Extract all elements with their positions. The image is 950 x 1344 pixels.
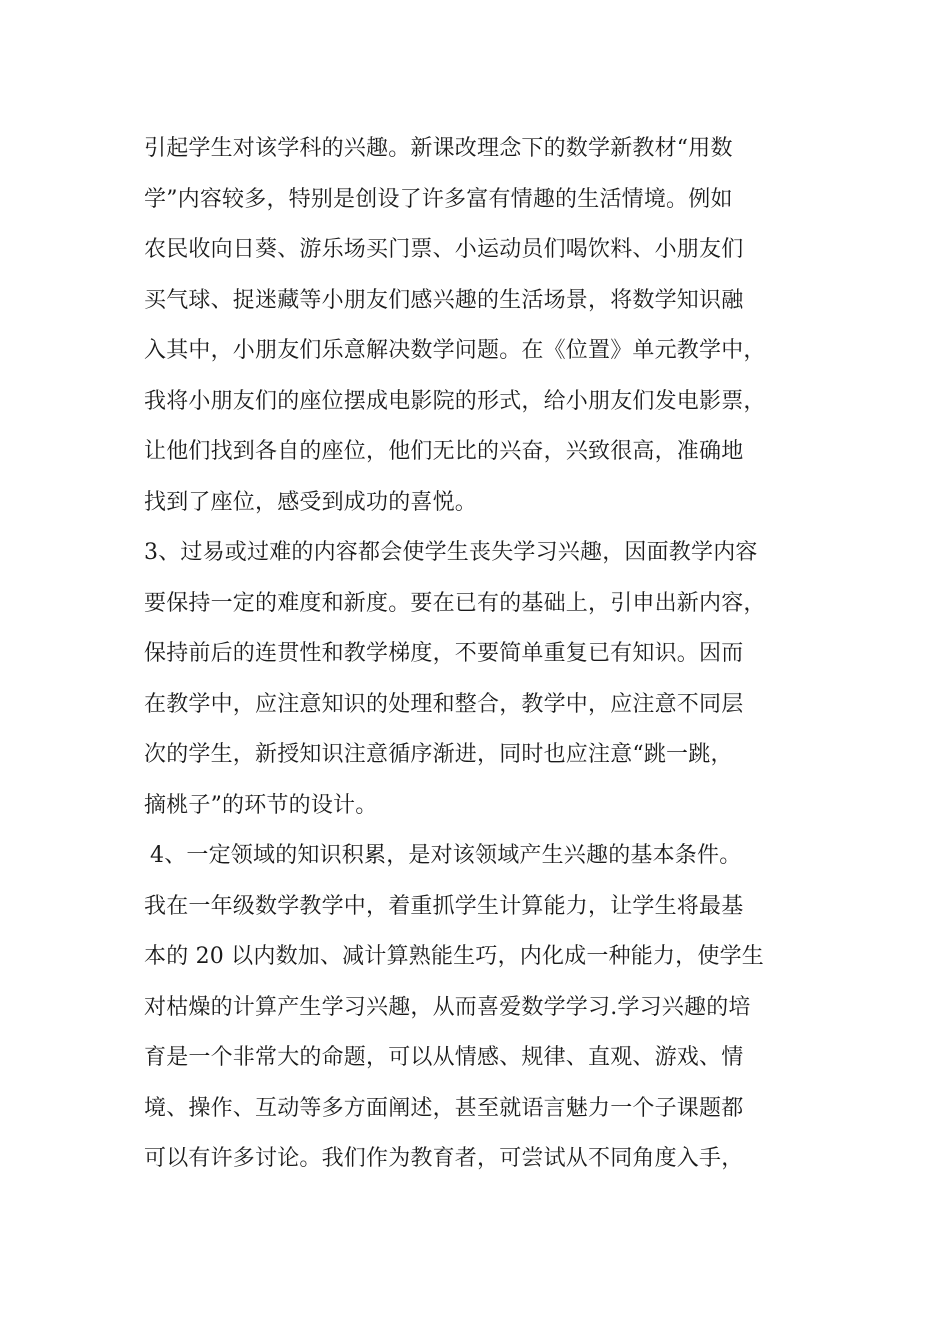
text-line: 引起学生对该学科的兴趣。新课改理念下的数学新教材“用数 bbox=[144, 136, 733, 161]
text-line: 买气球、捉迷藏等小朋友们感兴趣的生活场景，将数学知识融 bbox=[144, 287, 744, 313]
text-line: 让他们找到各自的座位，他们无比的兴奋，兴致很高，准确地 bbox=[144, 439, 744, 464]
text-line: 境、操作、互动等多方面阐述，甚至就语言魅力一个子课题都 bbox=[144, 1095, 744, 1121]
text-line: 保持前后的连贯性和教学梯度，不要简单重复已有知识。因而 bbox=[144, 641, 744, 666]
text-line: 找到了座位，感受到成功的喜悦。 bbox=[144, 489, 478, 515]
text-line: 3、过易或过难的内容都会使学生丧失学习兴趣，因面教学内容 bbox=[144, 540, 758, 565]
text-line: 可以有许多讨论。我们作为教育者，可尝试从不同角度入手， bbox=[144, 1146, 744, 1171]
text-line: 4、一定领域的知识积累，是对该领域产生兴趣的基本条件。 bbox=[150, 843, 742, 868]
document-body bbox=[144, 124, 824, 1185]
text-line: 育是一个非常大的命题，可以从情感、规律、直观、游戏、情 bbox=[144, 1045, 744, 1070]
text-line: 次的学生，新授知识注意循序渐进，同时也应注意“跳一跳， bbox=[144, 742, 733, 767]
text-line: 在教学中，应注意知识的处理和整合，教学中，应注意不同层 bbox=[144, 691, 744, 717]
text-line: 农民收向日葵、游乐场买门票、小运动员们喝饮料、小朋友们 bbox=[144, 237, 744, 262]
text-line: 学”内容较多，特别是创设了许多富有情趣的生活情境。例如 bbox=[144, 186, 733, 212]
text-line: 我将小朋友们的座位摆成电影院的形式，给小朋友们发电影票， bbox=[144, 388, 766, 414]
text-line: 我在一年级数学教学中，着重抓学生计算能力，让学生将最基 bbox=[144, 893, 744, 919]
text-line: 对枯燥的计算产生学习兴趣，从而喜爱数学学习.学习兴趣的培 bbox=[144, 994, 751, 1020]
text-line: 摘桃子”的环节的设计。 bbox=[144, 792, 378, 818]
text-line: 本的 20 以内数加、减计算熟能生巧，内化成一种能力，使学生 bbox=[144, 944, 764, 969]
text-line: 要保持一定的难度和新度。要在已有的基础上，引申出新内容， bbox=[144, 590, 766, 616]
text-line: 入其中，小朋友们乐意解决数学问题。在《位置》单元教学中， bbox=[144, 338, 766, 363]
